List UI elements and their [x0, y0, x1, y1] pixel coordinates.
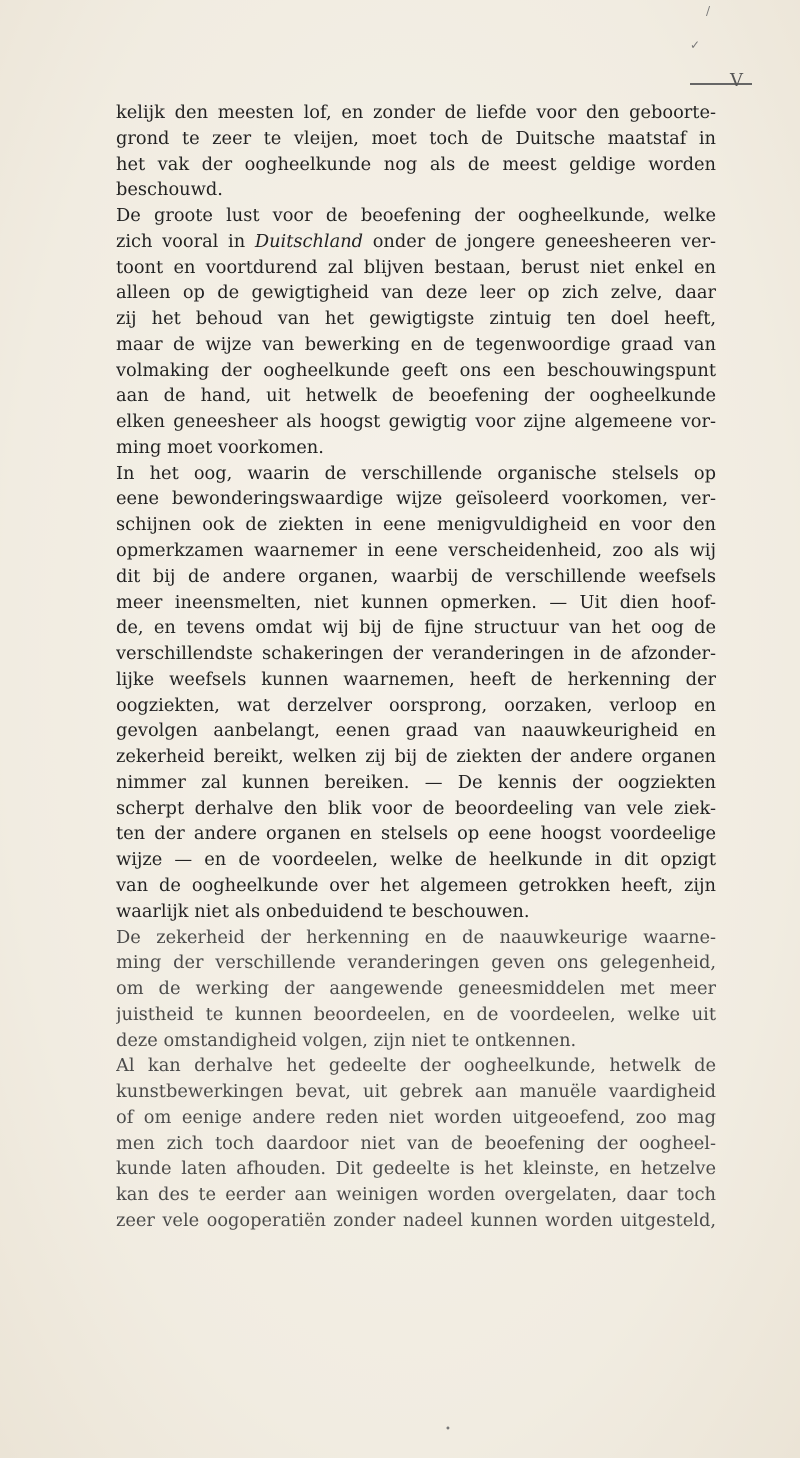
text-line: deze omstandigheid volgen, zijn niet te ontkennen.: [116, 1029, 577, 1051]
text-line: opmerkzamen waarnemer in eene verscheidenheid, zoo als wij: [116, 540, 716, 562]
text-line: kan des te eerder aan weinigen worden overgelaten, daar toch: [116, 1184, 716, 1206]
text-line: scherpt derhalve den blik voor de beoordeeling van vele ziek-: [116, 797, 716, 819]
text-line: het vak der oogheelkunde nog als de meest geldige worden: [116, 153, 716, 175]
text-line: ming moet voorkomen.: [116, 436, 324, 458]
text-line: De zekerheid der herkenning en de naauwkeurige waarne-: [116, 926, 716, 948]
text-line: zeer vele oogoperatiën zonder nadeel kunnen worden uitgesteld,: [116, 1209, 716, 1231]
text-line: Al kan derhalve het gedeelte der oogheelkunde, hetwelk de: [116, 1055, 716, 1077]
text-line: De groote lust voor de beoefening der oogheelkunde, welke: [116, 205, 716, 227]
text-line: elken geneesheer als hoogst gewigtig voor zijne algemeene vor-: [116, 411, 716, 433]
text-line: gevolgen aanbelangt, eenen graad van naauwkeurigheid en: [116, 720, 716, 742]
text-line: men zich toch daardoor niet van de beoefening der oogheel-: [116, 1132, 716, 1154]
text-line: juistheid te kunnen beoordeelen, en de voordeelen, welke uit: [116, 1003, 716, 1025]
text-line: meer ineensmelten, niet kunnen opmerken. — Uit dien hoof-: [116, 591, 716, 613]
text-line: aan de hand, uit hetwelk de beoefening der oogheelkunde: [116, 385, 716, 407]
text-line: toont en voortdurend zal blijven bestaan, berust niet enkel en: [116, 256, 716, 278]
text-line: verschillendste schakeringen der veranderingen in de afzonder-: [116, 643, 716, 665]
text-line: kunstbewerkingen bevat, uit gebrek aan manuële vaardigheid: [116, 1081, 716, 1103]
text-line: alleen op de gewigtigheid van deze leer op zich zelve, daar: [116, 282, 716, 304]
pencil-mark-icon: /: [706, 4, 711, 18]
text-line: beschouwd.: [116, 179, 223, 201]
text-line: oogziekten, wat derzelver oorsprong, oorzaken, verloop en: [116, 694, 716, 716]
text-line: zekerheid bereikt, welken zij bij de ziekten der andere organen: [116, 746, 716, 768]
text-line: maar de wijze van bewerking en de tegenwoordige graad van: [116, 333, 716, 355]
text-line: van de oogheelkunde over het algemeen getrokken heeft, zijn: [116, 874, 716, 896]
italic-word: Duitschland: [254, 230, 364, 252]
text-line: om de werking der aangewende geneesmiddelen met meer: [116, 978, 716, 1000]
text-line: zij het behoud van het gewigtigste zintuig ten doel heeft,: [116, 308, 716, 330]
body-text: [116, 100, 716, 1234]
text-line: kelijk den meesten lof, en zonder de liefde voor den geboorte-: [116, 102, 716, 123]
text-line: volmaking der oogheelkunde geeft ons een beschouwingspunt: [116, 359, 716, 381]
text-line: de, en tevens omdat wij bij de fijne structuur van het oog de: [116, 617, 716, 639]
text-line: schijnen ook de ziekten in eene menigvuldigheid en voor den: [116, 514, 716, 536]
text-line: of om eenige andere reden niet worden uitgeoefend, zoo mag: [116, 1106, 716, 1128]
text-line: dit bij de andere organen, waarbij de verschillende weefsels: [116, 565, 716, 587]
text-line: lijke weefsels kunnen waarnemen, heeft de herkenning der: [116, 668, 716, 690]
text-line: ten der andere organen en stelsels op eene hoogst voordeelige: [116, 823, 716, 845]
text-line: kunde laten afhouden. Dit gedeelte is het kleinste, en hetzelve: [116, 1158, 716, 1180]
text-line: nimmer zal kunnen bereiken. — De kennis der oogziekten: [116, 771, 716, 793]
text-line: eene bewonderingswaardige wijze geïsoleerd voorkomen, ver-: [116, 488, 716, 510]
text-line: grond te zeer te vleijen, moet toch de Duitsche maatstaf in: [116, 127, 716, 149]
text-line: In het oog, waarin de verschillende organische stelsels op: [116, 462, 716, 484]
ink-dot-icon: •: [445, 1424, 451, 1435]
text-line: ming der verschillende veranderingen geven ons gelegenheid,: [116, 952, 716, 974]
text-line: wijze — en de voordeelen, welke de heelkunde in dit opzigt: [116, 849, 716, 871]
page-number: V: [730, 70, 743, 91]
text-line: zich vooral in Duitschland onder de jongere geneesheeren ver-: [116, 230, 716, 252]
text-line: waarlijk niet als onbeduidend te beschouwen.: [116, 900, 530, 922]
pencil-mark-icon: ✓: [690, 38, 701, 52]
